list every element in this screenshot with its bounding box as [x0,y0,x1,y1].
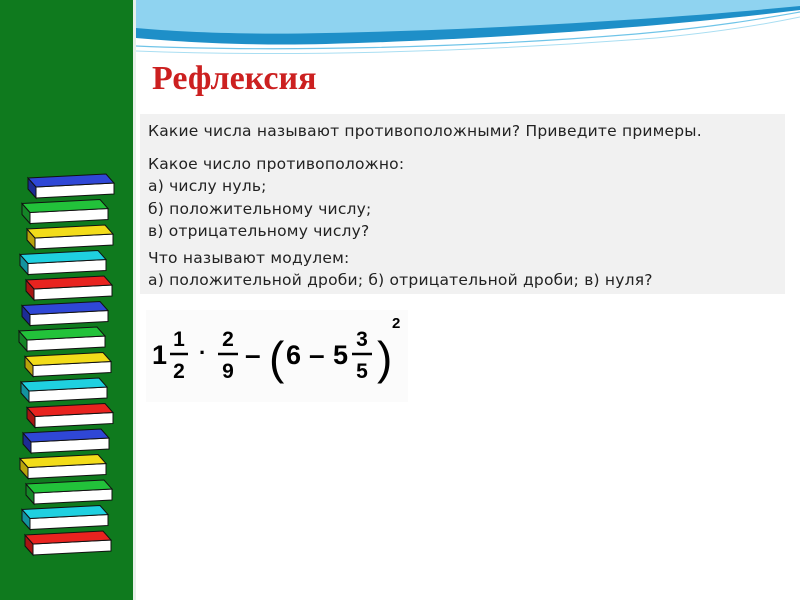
question-line: Какое число противоположно: [148,155,405,173]
denominator: 9 [222,360,234,383]
wave-banner [136,0,800,60]
number-six: 6 [286,340,302,370]
whole-number: 5 [333,340,349,370]
questions-box [140,114,785,294]
question-line: а) числу нуль; [148,177,267,195]
sidebar-divider [133,0,136,600]
left-paren: ( [269,332,285,384]
exponent: 2 [392,315,401,332]
minus-sign: – [309,339,325,370]
numerator: 2 [222,328,234,351]
question-line: Что называют модулем: [148,249,350,267]
stack-of-books-icon [0,0,133,600]
denominator: 5 [356,360,368,383]
question-line: в) отрицательному числу? [148,222,370,240]
numerator: 1 [173,328,185,351]
multiply-sign: · [199,340,207,365]
slide-title: Рефлексия [152,60,317,97]
numerator: 3 [356,328,368,351]
question-line: Какие числа называют противоположными? Приведите примеры. [148,122,702,140]
denominator: 2 [173,360,185,383]
question-line: а) положительной дроби; б) отрицательной дроби; в) нуля? [148,271,653,289]
question-line: б) положительному числу; [148,200,372,218]
right-paren: ) [377,332,393,384]
math-expression [146,310,408,402]
minus-sign: – [245,339,261,370]
whole-number: 1 [152,340,168,370]
